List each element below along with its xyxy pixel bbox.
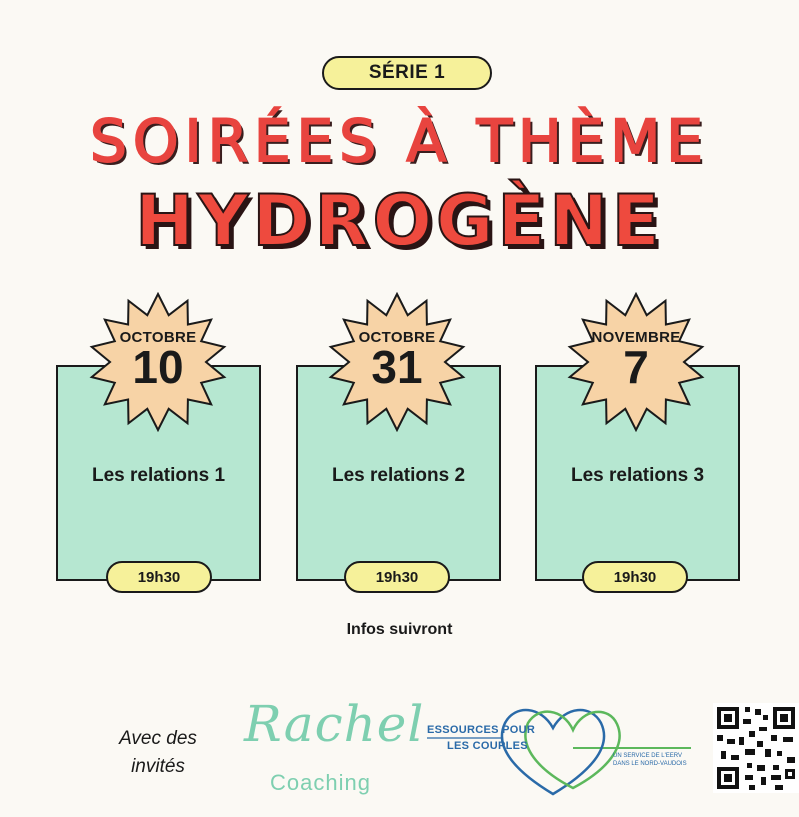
date-badge-3	[561, 292, 711, 432]
rachel-logo-sub: Coaching	[270, 770, 371, 795]
date-badge-2	[322, 292, 472, 432]
ressources-couples-logo	[423, 698, 693, 800]
rachel-coaching-logo	[230, 695, 425, 805]
event-month-1: OCTOBRE	[119, 329, 197, 346]
event-title-3: Les relations 3	[570, 465, 705, 486]
guests-line-1: Avec des	[119, 728, 197, 749]
guests-line-2: invités	[131, 756, 185, 777]
series-label: SÉRIE 1	[368, 62, 446, 83]
guests-text	[108, 725, 208, 781]
event-day-3: 7	[623, 341, 649, 393]
event-month-2: OCTOBRE	[358, 329, 436, 346]
event-title-1: Les relations 1	[91, 465, 226, 486]
series-badge	[322, 56, 492, 90]
infos-text: Infos suivront	[346, 621, 453, 638]
couples-logo-line-1: ESSOURCES POUR	[427, 724, 536, 736]
couples-logo-line-2: LES COUPLES	[447, 740, 528, 752]
rachel-logo-name: Rachel	[244, 695, 425, 753]
event-title-2: Les relations 2	[331, 465, 466, 486]
title-line-1: SOIRÉES À THÈME	[90, 107, 709, 175]
event-time-pill-2	[344, 561, 450, 593]
couples-small-line-1: UN SERVICE DE L'EERV	[613, 753, 682, 759]
date-badge-1	[83, 292, 233, 432]
qr-code	[713, 703, 799, 793]
event-time-pill-3	[582, 561, 688, 593]
event-time-2: 19h30	[375, 568, 419, 586]
event-day-1: 10	[132, 341, 184, 393]
event-time-1: 19h30	[137, 568, 181, 586]
event-time-pill-1	[106, 561, 212, 593]
couples-logo-small	[613, 752, 687, 768]
event-time-3: 19h30	[613, 568, 657, 586]
couples-small-line-2: DANS LE NORD-VAUDOIS	[613, 761, 687, 767]
title-line-2: HYDROGÈNE	[135, 180, 664, 262]
event-day-2: 31	[371, 341, 423, 393]
event-month-3: NOVEMBRE	[591, 329, 681, 346]
qr-code-icon	[713, 703, 799, 793]
